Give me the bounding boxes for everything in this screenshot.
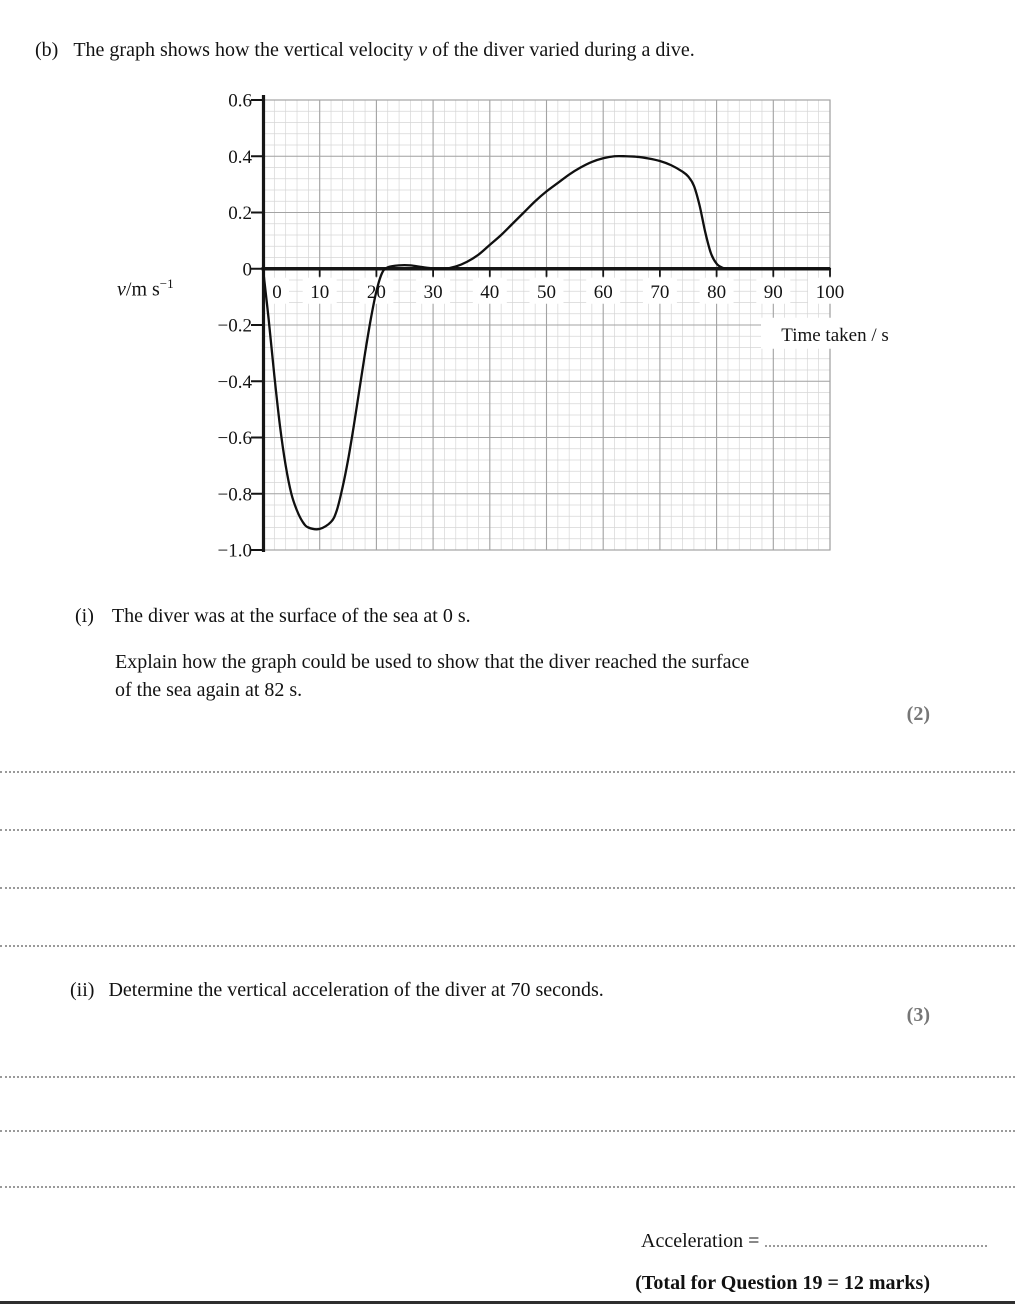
x-tick-label: 90 bbox=[763, 281, 783, 303]
answer-line bbox=[0, 1130, 1015, 1132]
x-axis-title bbox=[761, 318, 909, 349]
x-tick-label: 30 bbox=[423, 281, 443, 303]
total-marks: (Total for Question 19 = 12 marks) bbox=[635, 1272, 930, 1294]
answer-line bbox=[0, 829, 1015, 831]
answer-line bbox=[0, 887, 1015, 889]
part-i-instruction-line2: of the sea again at 82 s. bbox=[115, 679, 303, 701]
y-tick-label: 0.6 bbox=[228, 90, 252, 112]
y-tick-label: −0.8 bbox=[217, 484, 252, 506]
question-b-label: (b) bbox=[35, 39, 59, 61]
y-axis-variable: v bbox=[117, 278, 126, 301]
x-tick-labels bbox=[265, 278, 852, 304]
part-ii-label: (ii) bbox=[70, 979, 95, 1001]
x-tick-label: 0 bbox=[272, 281, 282, 303]
acceleration-answer-line bbox=[765, 1227, 987, 1247]
x-axis-title-text: Time taken / s bbox=[781, 324, 889, 346]
part-i-label: (i) bbox=[75, 605, 94, 627]
part-ii-text: Determine the vertical acceleration of the diver at 70 seconds. bbox=[108, 979, 604, 1001]
part-ii-question bbox=[70, 976, 604, 1004]
page-bottom-rule bbox=[0, 1301, 1015, 1304]
y-tick-label: 0.4 bbox=[228, 146, 252, 168]
x-tick-label: 70 bbox=[650, 281, 670, 303]
y-axis-label bbox=[117, 276, 174, 302]
answer-line bbox=[0, 945, 1015, 947]
answer-line bbox=[0, 771, 1015, 773]
question-b-text-after: of the diver varied during a dive. bbox=[427, 39, 695, 61]
x-tick-label: 10 bbox=[310, 281, 330, 303]
y-tick-label: −0.2 bbox=[217, 315, 252, 337]
acceleration-answer-row bbox=[641, 1227, 987, 1253]
part-i-instruction-line1: Explain how the graph could be used to show that the diver reached the surface bbox=[115, 651, 750, 673]
x-tick-label: 50 bbox=[537, 281, 556, 303]
part-ii-mark: (3) bbox=[906, 1004, 930, 1026]
x-tick-label: 100 bbox=[815, 281, 845, 303]
part-i-mark: (2) bbox=[906, 703, 930, 725]
x-tick-label: 40 bbox=[480, 281, 500, 303]
x-tick-label: 20 bbox=[366, 281, 386, 303]
y-tick-label: −1.0 bbox=[217, 540, 252, 562]
y-tick-label: 0 bbox=[242, 259, 252, 281]
axes bbox=[262, 95, 831, 552]
y-axis-unit: /m s bbox=[125, 278, 160, 301]
answer-line bbox=[0, 1076, 1015, 1078]
y-tick-label: −0.4 bbox=[217, 371, 252, 393]
y-axis-exponent: −1 bbox=[159, 276, 174, 291]
part-i-instruction bbox=[115, 648, 905, 704]
acceleration-label: Acceleration = bbox=[641, 1230, 760, 1252]
x-tick-label: 60 bbox=[593, 281, 613, 303]
y-tick-label: 0.2 bbox=[228, 203, 252, 224]
x-tick-label: 80 bbox=[707, 281, 727, 303]
velocity-variable: v bbox=[418, 39, 428, 61]
part-i-text1: The diver was at the surface of the sea at 0 s. bbox=[111, 605, 471, 627]
part-i-line1 bbox=[75, 602, 471, 630]
question-b-text-before: The graph shows how the vertical velocity bbox=[73, 39, 419, 61]
y-tick-labels bbox=[218, 91, 264, 562]
y-tick-label: −0.6 bbox=[217, 428, 252, 449]
answer-line bbox=[0, 1186, 1015, 1188]
